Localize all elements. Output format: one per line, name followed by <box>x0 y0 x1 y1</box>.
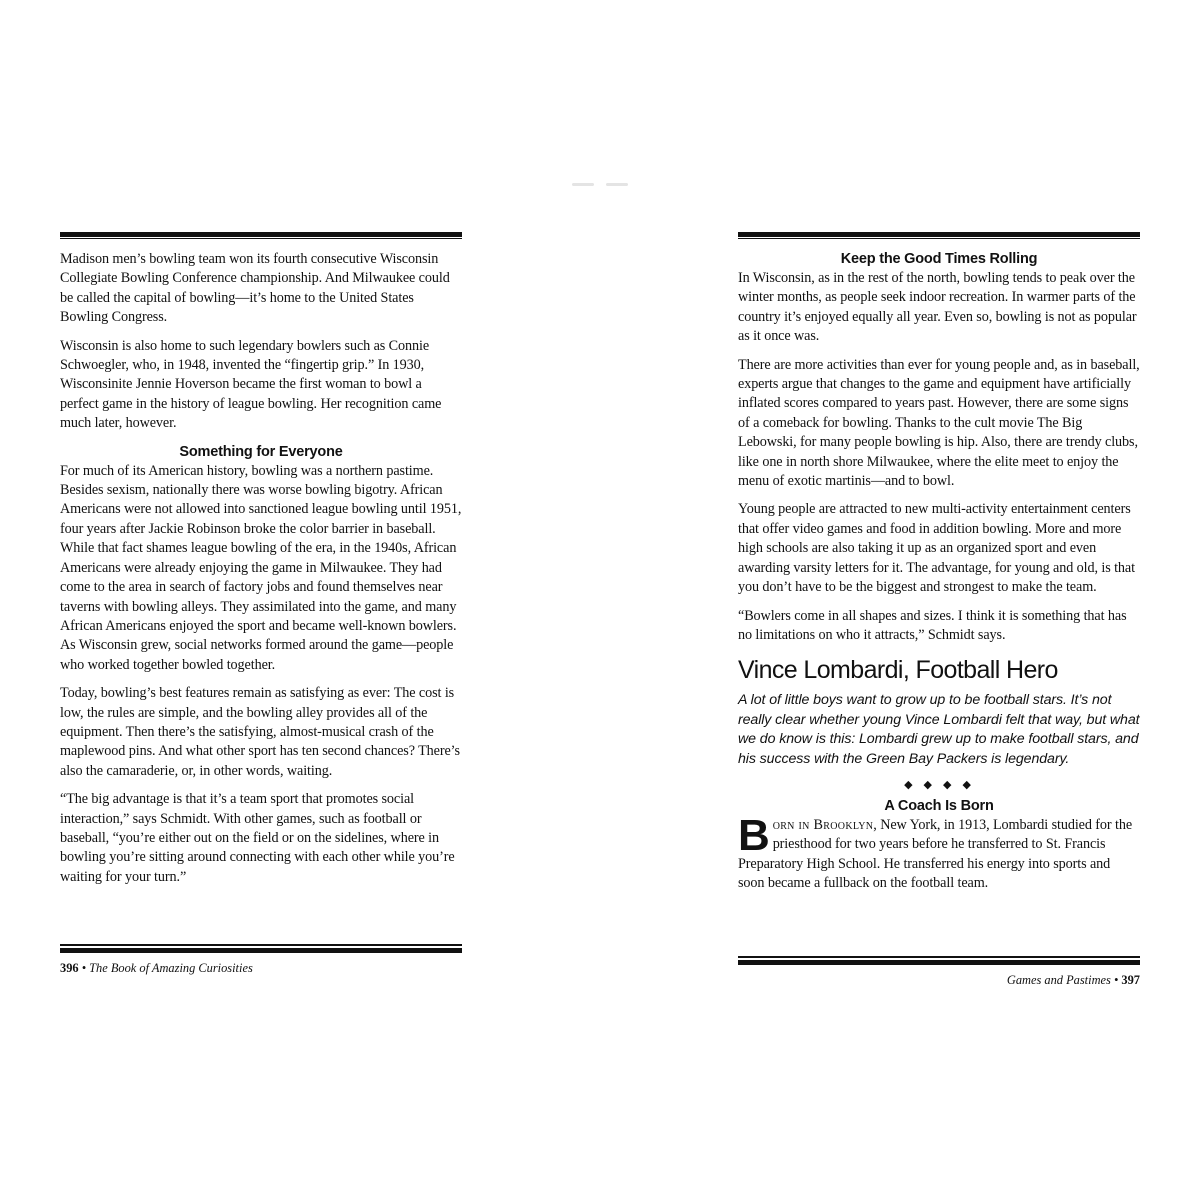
right-page-body <box>738 250 1140 956</box>
paragraph: Today, bowling’s best features remain as satisfying as ever: The cost is low, the rules are simple, and the bowling alley provides all of the equipment. Then there’s the satisfying, almost-musical crash of the maplewood pins. And what other sport has ten second chances? There’s also the camaraderie, or, in other words, waiting. <box>60 685 460 779</box>
running-footer <box>60 961 462 975</box>
right-page <box>738 232 1140 987</box>
top-rule <box>738 232 1140 240</box>
paragraph: Young people are attracted to new multi-activity entertainment centers that offer video games and food in addition bowling. More and more high schools are also taking it up as an organized sport and even awarding varsity letters for it. The advantage, for young and old, is that you don’t have to be the biggest and strongest to make the team. <box>738 501 1135 596</box>
bottom-rule <box>60 944 462 953</box>
paragraph: Madison men’s bowling team won its fourth consecutive Wisconsin Collegiate Bowling Conference championship. And Milwaukee could be called the capital of bowling—it’s home to the United States Bowling Congress. <box>60 251 450 326</box>
left-page-body <box>60 250 462 944</box>
paragraph: In Wisconsin, as in the rest of the north, bowling tends to peak over the winter months, as people seek indoor recreation. In warmer parts of the country it’s enjoyed equally all year. Even so, bowling is not as popular as it once was. <box>738 270 1137 345</box>
chapter-intro: A lot of little boys want to grow up to be football stars. It’s not really clear whether young Vince Lombardi felt that way, but what we do know is this: Lombardi grew up to make football stars, and his success with the Green Bay Packers is legendary. <box>738 692 1140 767</box>
chapter-title: Vince Lombardi, Football Hero <box>738 656 1058 685</box>
small-caps-lead: orn in Brooklyn <box>772 816 874 833</box>
gutter-mark-left <box>572 183 594 186</box>
paragraph: “Bowlers come in all shapes and sizes. I think it is something that has no limitations on who it attracts,” Schmidt says. <box>738 607 1127 643</box>
bottom-rule <box>738 956 1140 965</box>
drop-cap: B <box>738 810 770 860</box>
section-heading: A Coach Is Born <box>884 797 994 814</box>
paragraph: For much of its American history, bowling was a northern pastime. Besides sexism, nationally there was worse bowling bigotry. African Americans were not allowed into sanctioned league bowling until 1951, four years after Jackie Robinson broke the color barrier in baseball. While that fact shames league bowling of the era, in the 1940s, African Americans were already enjoying the game in Milwaukee. They had come to the area in search of factory jobs and found themselves near taverns with bowling alleys. They assimilated into the game, and many African Americans enjoyed the sport and became well-known bowlers. As Wisconsin grew, social networks formed around the game—people who worked together bowled together. <box>60 462 462 673</box>
paragraph: “The big advantage is that it’s a team sport that promotes social interaction,” says Schmidt. With other games, such as football or baseball, “you’re either out on the field or on the sidelines, where in bowling you’re sitting around connecting with each other while you’re waiting for your turn.” <box>60 791 455 885</box>
top-rule <box>60 232 462 240</box>
gutter-mark-right <box>606 183 628 186</box>
page-number: 397 <box>1121 973 1140 987</box>
section-heading: Keep the Good Times Rolling <box>840 251 1038 267</box>
paragraph: Wisconsin is also home to such legendary bowlers such as Connie Schwoegler, who, in 1948, invented the “fingertip grip.” In 1930, Wisconsinite Jennie Hoverson became the first woman to bowl a perfect game in the history of league bowling. Her recognition came much later, however. <box>60 337 442 432</box>
book-title: The Book of Amazing Curiosities <box>89 961 253 975</box>
section-title: Games and Pastimes <box>1006 973 1111 987</box>
page-number: 396 <box>60 961 79 975</box>
section-heading: Something for Everyone <box>179 443 343 460</box>
footer-separator: • <box>1113 973 1119 987</box>
paragraph-with-dropcap <box>738 810 1140 894</box>
paragraph: There are more activities than ever for young people and, as in baseball, experts argue that changes to the game and equipment have artificially inflated scores compared to years past. However, there are some signs of a comeback for bowling. Thanks to the cult movie The Big Lebowski, for many people bowling is hip. Also, there are trendy clubs, like one in north shore Milwaukee, where the elite meet to enjoy the menu of exotic martinis—and to bowl. <box>738 356 1140 490</box>
running-footer <box>738 973 1140 987</box>
ornament-divider: ◆◆◆◆ <box>904 778 982 791</box>
paragraph-rest: , New York, in 1913, Lombardi studied for the priesthood for two years before he transferred to St. Francis Preparatory High School. He transferred his energy into sports and soon became a fullback on the football team. <box>738 816 1133 892</box>
left-page <box>60 232 462 975</box>
footer-separator: • <box>81 961 87 975</box>
